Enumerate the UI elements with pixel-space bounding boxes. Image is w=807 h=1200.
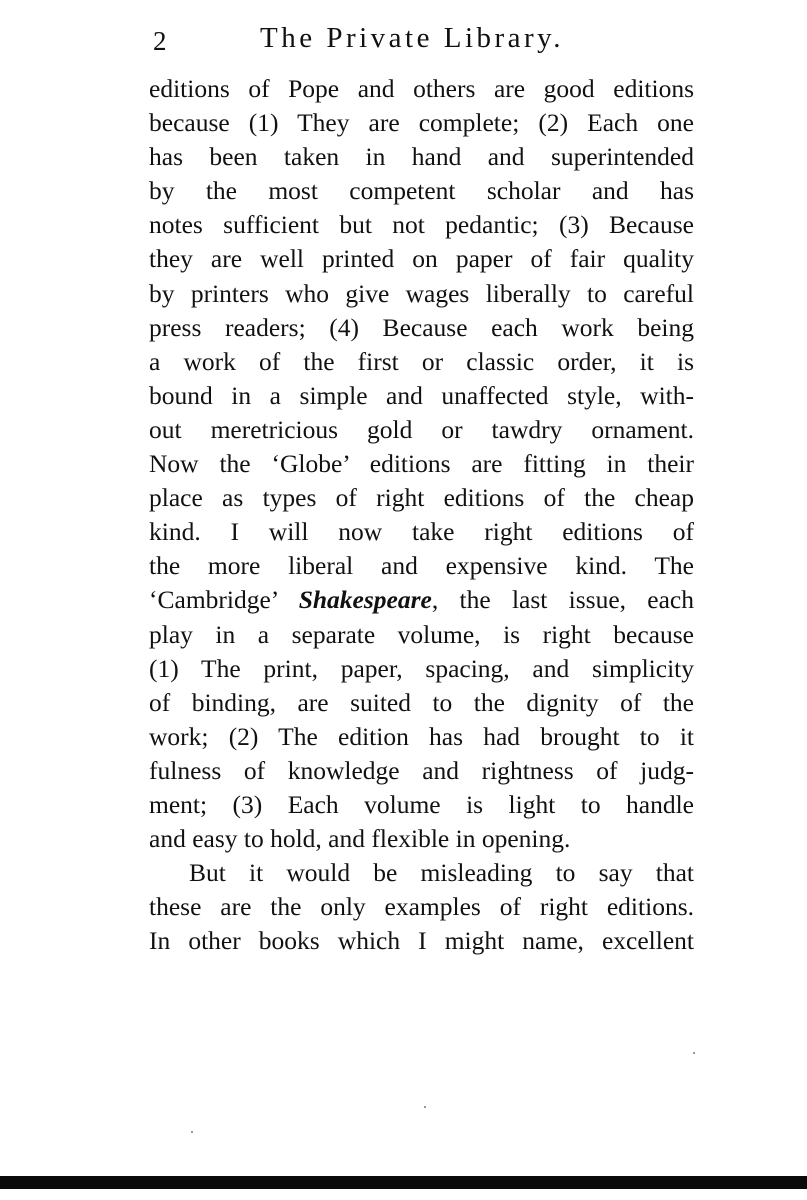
scan-speck (693, 1052, 695, 1054)
text-line: the more liberal and expensive kind. The (149, 551, 694, 581)
scan-edge-bar (0, 1176, 807, 1189)
text-line: editions of Pope and others are good editions (149, 74, 694, 103)
page-number: 2 (153, 26, 168, 56)
text-line: notes sufficient but not pedantic; (3) Because (149, 210, 694, 240)
text-line: by printers who give wages liberally to careful (149, 278, 694, 308)
text-line: press readers; (4) Because each work being (149, 312, 694, 342)
text-line-with-italic (149, 583, 694, 617)
italic-title: Shakespeare (298, 585, 432, 615)
text-line: and easy to hold, and flexible in opening. (149, 824, 571, 854)
text-line: work; (2) The edition has had brought to it (149, 721, 694, 751)
text-line: play in a separate volume, is right because (149, 619, 694, 649)
text-line: has been taken in hand and superintended (149, 142, 694, 172)
paragraph-first-line: But it would be misleading to say that (189, 858, 694, 888)
text-line: out meretricious gold or tawdry ornament. (149, 414, 694, 444)
text-line: ment; (3) Each volume is light to handle (149, 789, 694, 819)
line-suffix: , the last issue, each (431, 585, 694, 615)
text-line: because (1) They are complete; (2) Each one (149, 108, 694, 138)
text-line: (1) The print, paper, spacing, and simplicity (149, 653, 694, 683)
text-line: they are well printed on paper of fair quality (149, 244, 694, 274)
scan-speck (191, 1131, 193, 1133)
text-line: Now the ‘Globe’ editions are fitting in their (149, 449, 694, 479)
text-line: place as types of right editions of the cheap (149, 483, 694, 513)
text-line: In other books which I might name, excellent (149, 926, 694, 956)
text-line: bound in a simple and unaffected style, with- (149, 380, 694, 410)
body-text (149, 72, 694, 958)
text-line: fulness of knowledge and rightness of judg- (149, 755, 694, 785)
text-line: of binding, are suited to the dignity of the (149, 687, 694, 717)
line-prefix: ‘Cambridge’ (149, 585, 299, 615)
running-head (150, 22, 695, 62)
scan-speck (424, 1106, 426, 1108)
text-line: kind. I will now take right editions of (149, 517, 694, 547)
text-line: these are the only examples of right editions. (149, 892, 694, 922)
text-line: by the most competent scholar and has (149, 176, 694, 206)
text-line: a work of the first or classic order, it is (149, 346, 694, 376)
running-title: The Private Library. (260, 22, 565, 54)
